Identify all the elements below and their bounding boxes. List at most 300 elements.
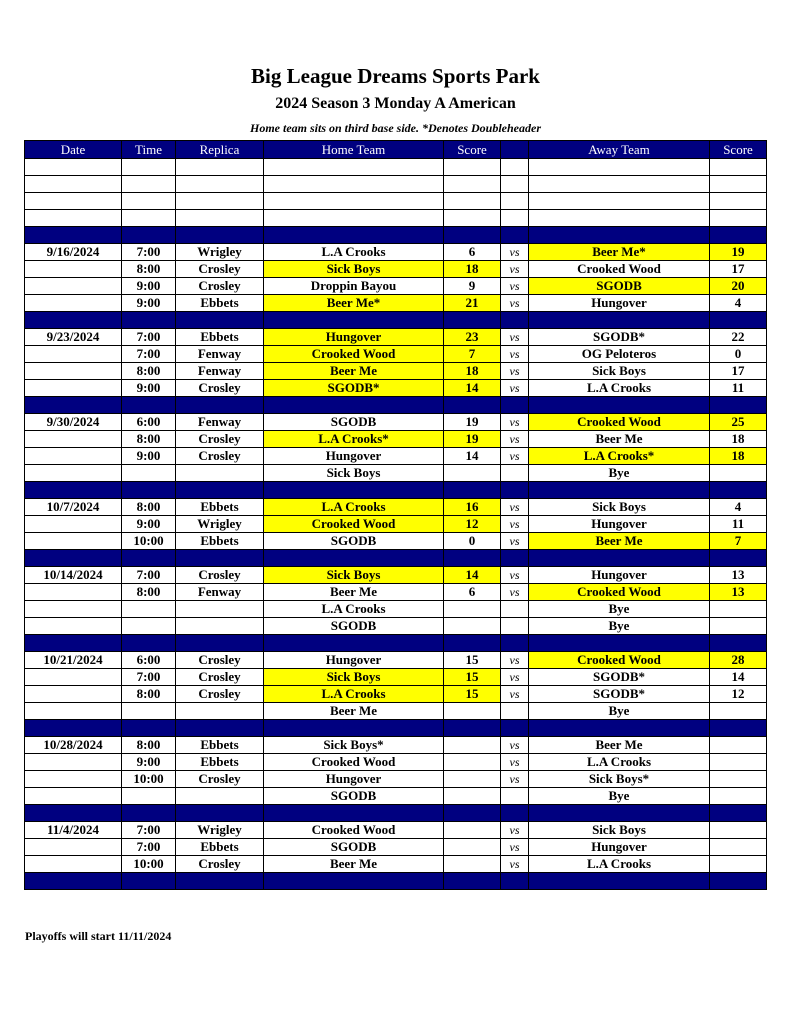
blank-row — [25, 193, 767, 210]
date-cell: 9/16/2024 — [25, 244, 122, 261]
time-cell: 7:00 — [122, 329, 176, 346]
away-team-cell: Crooked Wood — [529, 584, 710, 601]
time-cell — [122, 550, 176, 567]
table-row — [25, 465, 767, 482]
away-team-cell — [529, 805, 710, 822]
home-team-cell — [264, 873, 444, 890]
replica-cell: Crosley — [176, 567, 264, 584]
vs-cell — [501, 805, 529, 822]
table-row — [25, 839, 767, 856]
home-score-cell — [444, 856, 501, 873]
time-cell: 7:00 — [122, 567, 176, 584]
time-cell: 6:00 — [122, 652, 176, 669]
col-header-date: Date — [25, 141, 122, 159]
away-team-cell: Hungover — [529, 295, 710, 312]
away-team-cell: Hungover — [529, 516, 710, 533]
vs-cell: vs — [501, 669, 529, 686]
away-score-cell — [710, 720, 767, 737]
replica-cell — [176, 397, 264, 414]
home-score-cell — [444, 193, 501, 210]
vs-cell: vs — [501, 499, 529, 516]
home-score-cell — [444, 635, 501, 652]
away-score-cell: 13 — [710, 584, 767, 601]
home-team-cell: SGODB — [264, 414, 444, 431]
away-team-cell: Bye — [529, 465, 710, 482]
date-cell — [25, 856, 122, 873]
vs-cell: vs — [501, 414, 529, 431]
away-score-cell — [710, 737, 767, 754]
home-team-cell — [264, 397, 444, 414]
replica-cell: Ebbets — [176, 754, 264, 771]
away-score-cell: 4 — [710, 499, 767, 516]
replica-cell: Crosley — [176, 669, 264, 686]
vs-cell: vs — [501, 771, 529, 788]
page-title: Big League Dreams Sports Park — [251, 64, 540, 88]
replica-cell — [176, 465, 264, 482]
replica-cell: Crosley — [176, 856, 264, 873]
away-team-cell: Beer Me* — [529, 244, 710, 261]
away-score-cell: 11 — [710, 516, 767, 533]
table-row — [25, 601, 767, 618]
col-header-away-team: Away Team — [529, 141, 710, 159]
table-row — [25, 363, 767, 380]
time-cell — [122, 601, 176, 618]
away-team-cell: Crooked Wood — [529, 414, 710, 431]
home-score-cell — [444, 397, 501, 414]
home-team-cell: Beer Me — [264, 584, 444, 601]
home-score-cell: 15 — [444, 669, 501, 686]
away-score-cell: 11 — [710, 380, 767, 397]
date-cell — [25, 278, 122, 295]
home-score-cell — [444, 482, 501, 499]
home-team-cell: Crooked Wood — [264, 516, 444, 533]
table-row — [25, 567, 767, 584]
away-team-cell — [529, 176, 710, 193]
replica-cell — [176, 618, 264, 635]
date-cell — [25, 516, 122, 533]
away-score-cell — [710, 312, 767, 329]
replica-cell: Crosley — [176, 652, 264, 669]
vs-cell: vs — [501, 754, 529, 771]
home-team-cell — [264, 312, 444, 329]
time-cell: 8:00 — [122, 737, 176, 754]
table-row — [25, 703, 767, 720]
col-header-home-team: Home Team — [264, 141, 444, 159]
away-team-cell: Hungover — [529, 839, 710, 856]
date-cell — [25, 193, 122, 210]
date-cell — [25, 873, 122, 890]
time-cell: 10:00 — [122, 533, 176, 550]
replica-cell: Fenway — [176, 584, 264, 601]
away-team-cell: SGODB* — [529, 329, 710, 346]
away-team-cell — [529, 397, 710, 414]
week-separator — [25, 805, 767, 822]
home-team-cell: Crooked Wood — [264, 754, 444, 771]
week-separator — [25, 550, 767, 567]
time-cell — [122, 873, 176, 890]
home-score-cell — [444, 159, 501, 176]
table-row — [25, 414, 767, 431]
home-team-cell — [264, 210, 444, 227]
table-row — [25, 278, 767, 295]
home-score-cell: 9 — [444, 278, 501, 295]
vs-cell: vs — [501, 346, 529, 363]
time-cell — [122, 788, 176, 805]
replica-cell — [176, 482, 264, 499]
vs-cell — [501, 550, 529, 567]
away-score-cell: 14 — [710, 669, 767, 686]
blank-row — [25, 176, 767, 193]
date-cell — [25, 686, 122, 703]
away-team-cell: OG Peloteros — [529, 346, 710, 363]
away-team-cell — [529, 193, 710, 210]
home-score-cell: 15 — [444, 652, 501, 669]
away-team-cell — [529, 227, 710, 244]
away-team-cell: Crooked Wood — [529, 261, 710, 278]
replica-cell: Crosley — [176, 431, 264, 448]
table-row — [25, 737, 767, 754]
home-score-cell — [444, 873, 501, 890]
table-row — [25, 244, 767, 261]
table-row — [25, 669, 767, 686]
date-cell: 9/23/2024 — [25, 329, 122, 346]
replica-cell: Wrigley — [176, 822, 264, 839]
replica-cell: Ebbets — [176, 737, 264, 754]
table-row — [25, 822, 767, 839]
vs-cell: vs — [501, 295, 529, 312]
home-score-cell: 15 — [444, 686, 501, 703]
date-cell — [25, 295, 122, 312]
table-row — [25, 771, 767, 788]
home-score-cell — [444, 312, 501, 329]
home-score-cell — [444, 703, 501, 720]
week-separator — [25, 312, 767, 329]
away-team-cell: Beer Me — [529, 533, 710, 550]
vs-cell — [501, 482, 529, 499]
table-row — [25, 329, 767, 346]
date-cell — [25, 720, 122, 737]
home-score-cell — [444, 822, 501, 839]
table-row — [25, 754, 767, 771]
home-team-cell: L.A Crooks — [264, 601, 444, 618]
replica-cell: Crosley — [176, 261, 264, 278]
home-team-cell: Beer Me — [264, 856, 444, 873]
time-cell — [122, 465, 176, 482]
home-team-cell: Sick Boys — [264, 465, 444, 482]
home-team-cell — [264, 720, 444, 737]
home-team-cell: Crooked Wood — [264, 822, 444, 839]
home-score-cell: 14 — [444, 567, 501, 584]
vs-cell: vs — [501, 567, 529, 584]
date-cell — [25, 261, 122, 278]
vs-cell — [501, 618, 529, 635]
replica-cell — [176, 788, 264, 805]
vs-cell — [501, 703, 529, 720]
time-cell: 9:00 — [122, 380, 176, 397]
home-team-cell: SGODB — [264, 839, 444, 856]
replica-cell — [176, 227, 264, 244]
away-score-cell — [710, 601, 767, 618]
table-row — [25, 295, 767, 312]
time-cell: 8:00 — [122, 431, 176, 448]
home-team-cell: SGODB — [264, 788, 444, 805]
time-cell: 10:00 — [122, 856, 176, 873]
week-separator — [25, 873, 767, 890]
home-team-cell — [264, 176, 444, 193]
replica-cell: Crosley — [176, 380, 264, 397]
replica-cell — [176, 635, 264, 652]
playoffs-note: Playoffs will start 11/11/2024 — [25, 929, 172, 943]
away-score-cell — [710, 210, 767, 227]
table-row — [25, 652, 767, 669]
table-row — [25, 856, 767, 873]
replica-cell — [176, 176, 264, 193]
home-team-cell: L.A Crooks* — [264, 431, 444, 448]
time-cell — [122, 397, 176, 414]
replica-cell — [176, 703, 264, 720]
date-cell — [25, 754, 122, 771]
away-score-cell: 25 — [710, 414, 767, 431]
home-score-cell: 18 — [444, 363, 501, 380]
home-team-cell — [264, 227, 444, 244]
home-team-cell: Sick Boys — [264, 669, 444, 686]
home-score-cell — [444, 788, 501, 805]
vs-cell — [501, 193, 529, 210]
home-score-cell: 6 — [444, 244, 501, 261]
home-team-cell: SGODB — [264, 533, 444, 550]
date-cell: 11/4/2024 — [25, 822, 122, 839]
away-team-cell: SGODB — [529, 278, 710, 295]
home-score-cell — [444, 601, 501, 618]
col-header-replica: Replica — [176, 141, 264, 159]
vs-cell: vs — [501, 380, 529, 397]
week-separator — [25, 482, 767, 499]
date-cell — [25, 601, 122, 618]
away-team-cell: Sick Boys — [529, 363, 710, 380]
home-score-cell: 18 — [444, 261, 501, 278]
replica-cell — [176, 601, 264, 618]
vs-cell: vs — [501, 686, 529, 703]
away-score-cell: 19 — [710, 244, 767, 261]
date-cell — [25, 788, 122, 805]
away-score-cell: 17 — [710, 261, 767, 278]
home-score-cell: 7 — [444, 346, 501, 363]
time-cell: 8:00 — [122, 499, 176, 516]
date-cell — [25, 839, 122, 856]
time-cell — [122, 159, 176, 176]
away-score-cell: 0 — [710, 346, 767, 363]
date-cell — [25, 482, 122, 499]
home-team-cell — [264, 159, 444, 176]
home-team-cell — [264, 635, 444, 652]
home-team-cell: SGODB* — [264, 380, 444, 397]
col-header-vs — [501, 141, 529, 159]
replica-cell: Wrigley — [176, 516, 264, 533]
home-score-cell: 23 — [444, 329, 501, 346]
replica-cell: Ebbets — [176, 839, 264, 856]
time-cell: 9:00 — [122, 448, 176, 465]
away-team-cell: Bye — [529, 618, 710, 635]
home-team-cell: SGODB — [264, 618, 444, 635]
table-row — [25, 499, 767, 516]
home-score-cell — [444, 805, 501, 822]
home-score-cell — [444, 618, 501, 635]
away-team-cell: Crooked Wood — [529, 652, 710, 669]
replica-cell — [176, 159, 264, 176]
home-score-cell — [444, 550, 501, 567]
vs-cell — [501, 227, 529, 244]
replica-cell — [176, 210, 264, 227]
vs-cell — [501, 873, 529, 890]
vs-cell: vs — [501, 516, 529, 533]
away-score-cell: 17 — [710, 363, 767, 380]
table-row — [25, 431, 767, 448]
vs-cell: vs — [501, 329, 529, 346]
away-score-cell: 22 — [710, 329, 767, 346]
replica-cell: Ebbets — [176, 533, 264, 550]
table-row — [25, 516, 767, 533]
date-cell — [25, 533, 122, 550]
away-score-cell: 12 — [710, 686, 767, 703]
away-score-cell — [710, 635, 767, 652]
home-score-cell — [444, 176, 501, 193]
date-cell: 10/7/2024 — [25, 499, 122, 516]
date-cell — [25, 227, 122, 244]
home-team-cell — [264, 482, 444, 499]
away-score-cell — [710, 788, 767, 805]
away-score-cell — [710, 465, 767, 482]
replica-cell: Fenway — [176, 363, 264, 380]
table-row — [25, 788, 767, 805]
time-cell — [122, 805, 176, 822]
date-cell — [25, 669, 122, 686]
away-score-cell — [710, 856, 767, 873]
away-score-cell — [710, 822, 767, 839]
date-cell: 10/14/2024 — [25, 567, 122, 584]
time-cell: 7:00 — [122, 839, 176, 856]
date-cell — [25, 431, 122, 448]
home-score-cell: 6 — [444, 584, 501, 601]
home-score-cell: 16 — [444, 499, 501, 516]
replica-cell: Ebbets — [176, 499, 264, 516]
time-cell: 10:00 — [122, 771, 176, 788]
week-separator — [25, 720, 767, 737]
time-cell — [122, 176, 176, 193]
col-header-time: Time — [122, 141, 176, 159]
time-cell — [122, 210, 176, 227]
schedule-note: Home team sits on third base side. *Denotes Doubleheader — [250, 121, 541, 135]
away-team-cell: L.A Crooks — [529, 754, 710, 771]
col-header-away-score: Score — [710, 141, 767, 159]
page-subtitle: 2024 Season 3 Monday A American — [275, 95, 516, 112]
away-team-cell: Bye — [529, 703, 710, 720]
vs-cell: vs — [501, 533, 529, 550]
away-team-cell — [529, 312, 710, 329]
home-score-cell: 19 — [444, 414, 501, 431]
time-cell: 9:00 — [122, 278, 176, 295]
away-team-cell: L.A Crooks — [529, 380, 710, 397]
vs-cell — [501, 635, 529, 652]
vs-cell — [501, 465, 529, 482]
away-score-cell: 13 — [710, 567, 767, 584]
home-team-cell: Hungover — [264, 329, 444, 346]
home-score-cell — [444, 754, 501, 771]
home-team-cell: Hungover — [264, 448, 444, 465]
vs-cell — [501, 210, 529, 227]
table-row — [25, 618, 767, 635]
home-score-cell: 0 — [444, 533, 501, 550]
date-cell — [25, 550, 122, 567]
away-score-cell — [710, 550, 767, 567]
date-cell — [25, 363, 122, 380]
vs-cell: vs — [501, 856, 529, 873]
date-cell — [25, 448, 122, 465]
time-cell: 7:00 — [122, 669, 176, 686]
away-score-cell — [710, 805, 767, 822]
replica-cell: Crosley — [176, 278, 264, 295]
home-team-cell: Sick Boys* — [264, 737, 444, 754]
away-team-cell: SGODB* — [529, 669, 710, 686]
date-cell — [25, 618, 122, 635]
schedule-body — [25, 159, 767, 890]
date-cell — [25, 771, 122, 788]
week-separator — [25, 227, 767, 244]
week-separator — [25, 397, 767, 414]
vs-cell — [501, 720, 529, 737]
home-team-cell: Crooked Wood — [264, 346, 444, 363]
away-team-cell — [529, 873, 710, 890]
time-cell: 9:00 — [122, 295, 176, 312]
table-row — [25, 533, 767, 550]
replica-cell — [176, 550, 264, 567]
away-team-cell — [529, 550, 710, 567]
home-team-cell: Sick Boys — [264, 261, 444, 278]
date-cell — [25, 380, 122, 397]
replica-cell: Wrigley — [176, 244, 264, 261]
home-score-cell — [444, 227, 501, 244]
home-score-cell — [444, 720, 501, 737]
away-score-cell — [710, 618, 767, 635]
time-cell — [122, 312, 176, 329]
vs-cell — [501, 397, 529, 414]
home-team-cell: Droppin Bayou — [264, 278, 444, 295]
vs-cell: vs — [501, 652, 529, 669]
time-cell — [122, 720, 176, 737]
col-header-home-score: Score — [444, 141, 501, 159]
away-score-cell — [710, 839, 767, 856]
date-cell — [25, 312, 122, 329]
away-team-cell: L.A Crooks — [529, 856, 710, 873]
date-cell — [25, 176, 122, 193]
away-score-cell: 28 — [710, 652, 767, 669]
home-score-cell — [444, 839, 501, 856]
time-cell — [122, 703, 176, 720]
away-team-cell — [529, 720, 710, 737]
away-score-cell — [710, 397, 767, 414]
date-cell — [25, 584, 122, 601]
home-team-cell: L.A Crooks — [264, 499, 444, 516]
date-cell — [25, 159, 122, 176]
vs-cell — [501, 312, 529, 329]
away-team-cell — [529, 210, 710, 227]
home-score-cell — [444, 737, 501, 754]
away-score-cell — [710, 159, 767, 176]
away-team-cell: Beer Me — [529, 431, 710, 448]
time-cell: 8:00 — [122, 363, 176, 380]
time-cell: 7:00 — [122, 244, 176, 261]
home-team-cell: L.A Crooks — [264, 686, 444, 703]
replica-cell — [176, 312, 264, 329]
